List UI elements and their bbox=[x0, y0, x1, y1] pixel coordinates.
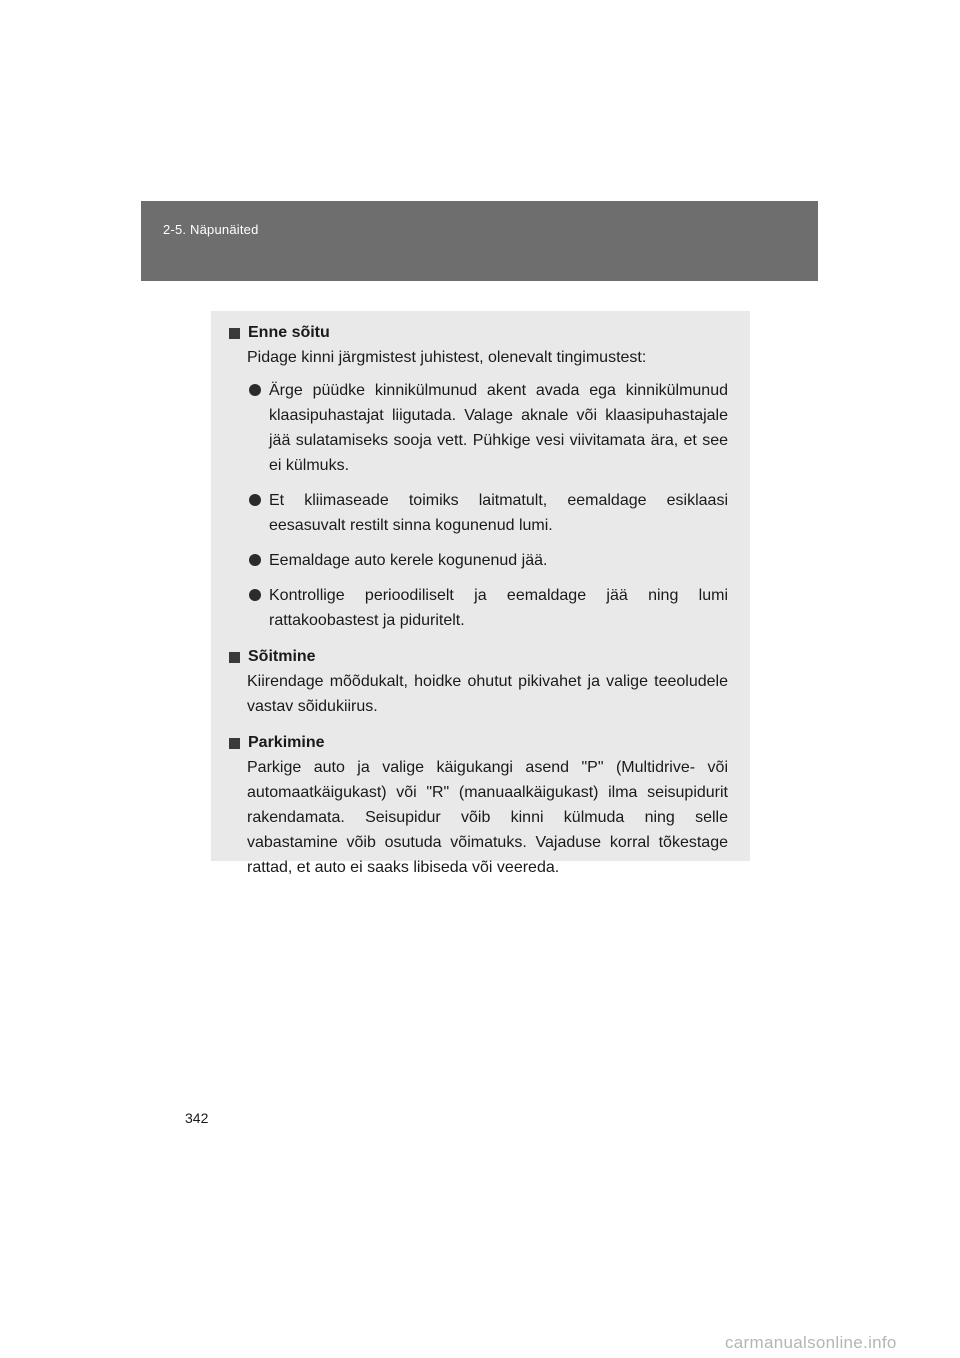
section-intro: Parkige auto ja valige käigukangi asend "P" (Multidrive- või automaatkäigukast) või "R" (manuaalkäigukast) ilma seisupidurit rakendamata. Seisupidur võib kinni külmuda ning selle vabastamine võib osutuda võimatuks. Vajaduse korral tõkestage rattad, et auto ei saaks libiseda või veereda. bbox=[247, 759, 728, 876]
square-bullet-icon bbox=[229, 738, 240, 749]
square-bullet-icon bbox=[229, 328, 240, 339]
square-bullet-icon bbox=[229, 652, 240, 663]
section-title bbox=[229, 731, 728, 755]
list-item bbox=[247, 488, 728, 538]
section-title-text: Parkimine bbox=[248, 734, 325, 751]
section-title-text: Enne sõitu bbox=[248, 324, 330, 341]
circle-bullet-icon bbox=[249, 494, 261, 506]
section-title bbox=[229, 645, 728, 669]
header-band bbox=[141, 201, 818, 281]
list-item-text: Eemaldage auto kerele kogunenud jää. bbox=[269, 552, 548, 569]
bullet-list bbox=[229, 378, 728, 633]
page-number: 342 bbox=[185, 1110, 209, 1126]
list-item bbox=[247, 583, 728, 633]
section-parking bbox=[229, 731, 728, 880]
circle-bullet-icon bbox=[249, 589, 261, 601]
list-item-text: Kontrollige perioodiliselt ja eemaldage jää ning lumi rattakoobastest ja piduritelt. bbox=[269, 587, 728, 629]
list-item-text: Ärge püüdke kinnikülmunud akent avada ega kinnikülmunud klaasipuhastajat liigutada. Valage aknale või klaasipuhastajale jää sulatamiseks sooja vett. Pühkige vesi viivitamata ära, et see ei külmuks. bbox=[269, 382, 728, 474]
section-title-text: Sõitmine bbox=[248, 648, 316, 665]
list-item bbox=[247, 548, 728, 573]
list-item-text: Et kliimaseade toimiks laitmatult, eemaldage esiklaasi eesasuvalt restilt sinna kogunenud lumi. bbox=[269, 492, 728, 534]
circle-bullet-icon bbox=[249, 554, 261, 566]
section-driving bbox=[229, 645, 728, 719]
section-intro: Pidage kinni järgmistest juhistest, olenevalt tingimustest: bbox=[247, 349, 647, 366]
section-before-driving bbox=[229, 321, 728, 633]
note-box bbox=[211, 311, 750, 876]
circle-bullet-icon bbox=[249, 384, 261, 396]
section-intro: Kiirendage mõõdukalt, hoidke ohutut pikivahet ja valige teeoludele vastav sõidukiirus. bbox=[247, 673, 728, 715]
section-title bbox=[229, 321, 728, 345]
list-item bbox=[247, 378, 728, 478]
section-label: 2-5. Näpunäited bbox=[163, 222, 259, 237]
watermark: carmanualsonline.info bbox=[725, 1333, 897, 1352]
